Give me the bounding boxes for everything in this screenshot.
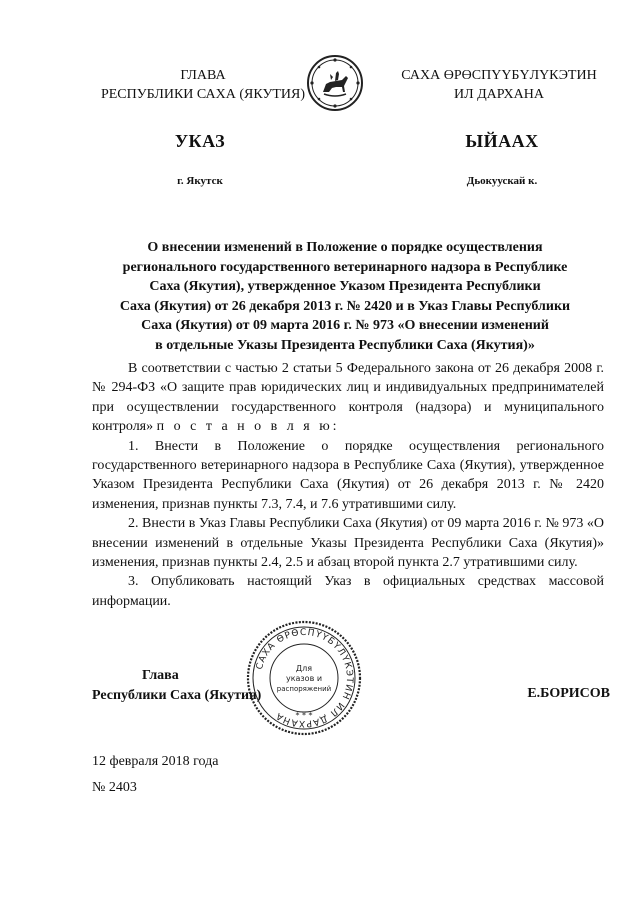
header-left-line1: ГЛАВА <box>180 68 226 83</box>
decree-title-sakha: ЫЙААХ <box>465 131 539 151</box>
header-left-line2: РЕСПУБЛИКИ САХА (ЯКУТИЯ) <box>100 87 306 102</box>
header-right-line2: ИЛ ДАРХАНА <box>453 87 544 102</box>
preamble-paragraph <box>92 359 604 437</box>
coat-of-arms-icon <box>306 54 364 112</box>
document-title-line: Саха (Якутия), утвержденное Указом Президента Республики <box>149 279 541 294</box>
document-title-line: регионального государственного ветеринарного надзора в Республике <box>122 259 568 275</box>
signature-position-line2: Республики Саха (Якутия) <box>92 688 262 703</box>
city-ru: г. Якутск <box>177 175 223 187</box>
document-title <box>90 238 600 355</box>
stamp-center-line2: указов и <box>285 674 323 683</box>
item-3: 3. Опубликовать настоящий Указ в официальных средствах массовой информации. <box>92 574 604 609</box>
city-sakha: Дьокуускай к. <box>466 175 538 187</box>
preamble-text: В соответствии с частью 2 статьи 5 Федерального закона от 26 декабря 2008 г. № 294-ФЗ «О защите прав юридических лиц и индивидуальных предпринимателей при осуществлении государственного контроля (надзора) и муниципального контроля» <box>92 361 604 435</box>
document-title-line: Саха (Якутия) от 26 декабря 2013 г. № 2420 и в Указ Главы Республики <box>119 298 571 314</box>
official-stamp-icon <box>244 618 364 738</box>
signature-position-line1: Глава <box>142 668 179 683</box>
item-1: 1. Внести в Положение о порядке осуществления регионального государственного ветеринарного надзора в Республике Саха (Якутия), утвержденное Указом Президента Республики Саха (Якутия) от 26 декабря 2013 г. № 2420 изменения, признав пункты 7.3, 7.4, и 7.6 утратившими силу. <box>92 438 604 512</box>
stamp-center-line1: Для <box>295 664 313 673</box>
document-date: 12 февраля 2018 года <box>92 754 219 769</box>
svg-text:* * *: * * * <box>295 711 313 720</box>
header-right-line1: САХА ӨРӨСПҮҮБҮЛҮКЭТИН <box>401 68 597 83</box>
stamp-ring-text: САХА ӨРӨСПҮҮБҮЛҮКЭТИН ИЛ ДАРХАНА <box>254 627 355 729</box>
item-2: 2. Внести в Указ Главы Республики Саха (Якутия) от 09 марта 2016 г. № 973 «О внесении изменений в отдельные Указы Президента Республики Саха (Якутия)» изменения, признав пункты 2.4, 2.5 и абзац второй пункта 2.7 утратившими силу. <box>92 516 604 571</box>
stamp-center-line3: распоряжений <box>276 685 332 693</box>
document-title-line: в отдельные Указы Президента Республики Саха (Якутия)» <box>155 337 535 353</box>
signatory-name: Е.БОРИСОВ <box>527 686 610 701</box>
header-right <box>388 66 610 104</box>
document-title-line: Саха (Якутия) от 09 марта 2016 г. № 973 «О внесении изменений <box>141 318 549 333</box>
decree-title-ru: УКАЗ <box>174 131 226 151</box>
document-number: № 2403 <box>92 780 137 795</box>
document-body <box>92 359 604 611</box>
document-title-line: О внесении изменений в Положение о порядке осуществления <box>147 240 543 255</box>
decree-word: п о с т а н о в л я ю: <box>156 419 340 435</box>
header-left <box>88 66 318 104</box>
